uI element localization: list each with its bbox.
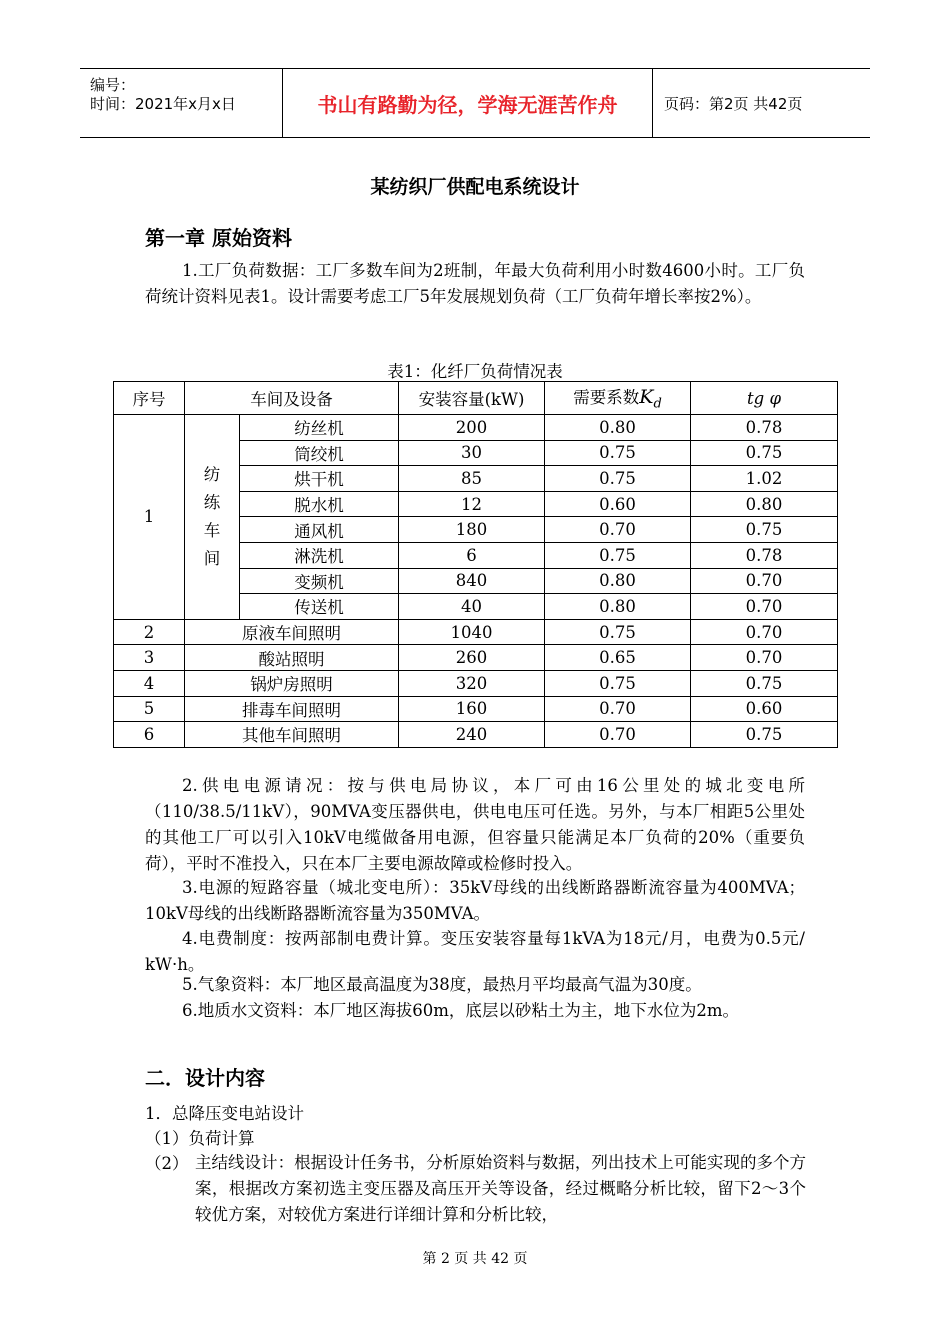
kd-cell: 0.70 (545, 696, 691, 722)
header-tg: tg φ (691, 382, 838, 415)
group-char: 练 (203, 492, 221, 512)
number-label: 编号： (90, 76, 136, 94)
item6-paragraph (145, 998, 805, 1024)
table-row (114, 619, 838, 645)
group-no: 1 (114, 415, 185, 620)
equipment-cell: 通风机 (240, 517, 399, 543)
tg-cell: 0.75 (691, 440, 838, 466)
design-item-1-2-lead: （2） (145, 1154, 189, 1173)
capacity-cell: 85 (399, 466, 545, 492)
item2-text: 2.供电电源请况：按与供电局协议，本厂可由16公里处的城北变电所（110/38.5/11kV），90MVA变压器供电，供电电压可任选。另外，与本厂相距5公里处的其他工厂可以引入10kV电缆做备用电源，但容量只能满足本厂负荷的20%（重要负荷），平时不准投入，只在本厂主要电源故障或检修时投入。 (145, 776, 805, 873)
group-char: 间 (203, 548, 221, 568)
kd-cell: 0.75 (545, 466, 691, 492)
table-header-row (114, 382, 838, 415)
motto: 书山有路勤为径，学海无涯苦作舟 (317, 92, 618, 117)
kd-subscript: d (653, 396, 662, 412)
page-header (80, 68, 870, 138)
item6-text: 6.地质水文资料：本厂地区海拔60m，底层以砂粘土为主，地下水位为2m。 (182, 1001, 740, 1020)
chapter2-heading: 二．设计内容 (145, 1066, 265, 1090)
item2-paragraph (145, 773, 805, 877)
tg-cell: 0.80 (691, 491, 838, 517)
no-cell: 6 (114, 722, 185, 748)
header-workshop: 车间及设备 (185, 382, 399, 415)
equipment-cell: 变频机 (240, 568, 399, 594)
table-row (114, 696, 838, 722)
table-row (114, 722, 838, 748)
item5-paragraph (145, 972, 805, 998)
name-cell: 其他车间照明 (185, 722, 399, 748)
capacity-cell: 180 (399, 517, 545, 543)
capacity-cell: 6 (399, 542, 545, 568)
design-item-1: 1．总降压变电站设计 (145, 1104, 304, 1123)
kd-cell: 0.75 (545, 440, 691, 466)
header-kd-label: 需要系数 (573, 388, 640, 408)
design-item-1-2-text: 主结线设计：根据设计任务书，分析原始资料与数据，列出技术上可能实现的多个方案，根据改方案初选主变压器及高压开关等设备，经过概略分析比较，留下2～3个较优方案，对较优方案进行详细计算和分析比较， (195, 1153, 806, 1224)
tg-cell: 0.70 (691, 619, 838, 645)
item3-paragraph (145, 875, 805, 927)
kd-cell: 0.80 (545, 415, 691, 441)
item4-text: 4.电费制度：按两部制电费计算。变压安装容量每1kVA为18元/月，电费为0.5元/ kW·h。 (145, 929, 805, 974)
capacity-cell: 40 (399, 594, 545, 620)
page-footer: 第 2 页 共 42 页 (422, 1251, 528, 1267)
no-cell: 3 (114, 645, 185, 671)
kd-symbol: K (639, 386, 654, 409)
tg-cell: 0.70 (691, 645, 838, 671)
capacity-cell: 160 (399, 696, 545, 722)
equipment-cell: 传送机 (240, 594, 399, 620)
kd-cell: 0.75 (545, 670, 691, 696)
table-row (114, 415, 838, 441)
no-cell: 4 (114, 670, 185, 696)
capacity-cell: 320 (399, 670, 545, 696)
no-cell: 5 (114, 696, 185, 722)
capacity-cell: 12 (399, 491, 545, 517)
capacity-cell: 30 (399, 440, 545, 466)
item1-paragraph (145, 258, 805, 310)
header-kd (545, 382, 691, 415)
tg-cell: 0.70 (691, 594, 838, 620)
kd-cell: 0.60 (545, 491, 691, 517)
tg-cell: 0.78 (691, 415, 838, 441)
name-cell: 锅炉房照明 (185, 670, 399, 696)
tg-cell: 0.60 (691, 696, 838, 722)
equipment-cell: 筒绞机 (240, 440, 399, 466)
tg-cell: 0.75 (691, 517, 838, 543)
tg-cell: 0.78 (691, 542, 838, 568)
name-cell: 原液车间照明 (185, 619, 399, 645)
chapter1-heading: 第一章 原始资料 (145, 226, 292, 250)
kd-cell: 0.70 (545, 517, 691, 543)
kd-cell: 0.75 (545, 619, 691, 645)
no-cell: 2 (114, 619, 185, 645)
equipment-cell: 脱水机 (240, 491, 399, 517)
group-char: 车 (203, 520, 221, 540)
load-table (113, 381, 838, 748)
kd-cell: 0.80 (545, 594, 691, 620)
table-row (114, 670, 838, 696)
group-name (185, 415, 240, 620)
design-item-1-1: （1）负荷计算 (145, 1129, 255, 1148)
page-info: 页码：第2页 共42页 (664, 94, 803, 113)
header-motto-cell (283, 69, 653, 137)
capacity-cell: 1040 (399, 619, 545, 645)
kd-cell: 0.75 (545, 542, 691, 568)
capacity-cell: 200 (399, 415, 545, 441)
table-row (114, 645, 838, 671)
tg-cell: 0.70 (691, 568, 838, 594)
tg-cell: 0.75 (691, 722, 838, 748)
kd-cell: 0.80 (545, 568, 691, 594)
name-cell: 排毒车间照明 (185, 696, 399, 722)
item4-paragraph (145, 926, 805, 978)
header-no: 序号 (114, 382, 185, 415)
tg-cell: 0.75 (691, 670, 838, 696)
table-caption: 表1：化纤厂负荷情况表 (387, 362, 563, 381)
kd-cell: 0.65 (545, 645, 691, 671)
header-capacity: 安装容量(kW) (399, 382, 545, 415)
capacity-cell: 840 (399, 568, 545, 594)
kd-cell: 0.70 (545, 722, 691, 748)
document-title: 某纺织厂供配电系统设计 (370, 176, 580, 198)
header-left-cell (80, 69, 283, 137)
item3-text: 3.电源的短路容量（城北变电所）：35kV母线的出线断路器断流容量为400MVA；10kV母线的出线断路器断流容量为350MVA。 (145, 878, 805, 923)
time-label: 时间：2021年x月x日 (90, 95, 236, 113)
equipment-cell: 烘干机 (240, 466, 399, 492)
group-char: 纺 (203, 464, 221, 484)
capacity-cell: 240 (399, 722, 545, 748)
equipment-cell: 淋洗机 (240, 542, 399, 568)
equipment-cell: 纺丝机 (240, 415, 399, 441)
name-cell: 酸站照明 (185, 645, 399, 671)
item5-text: 5.气象资料：本厂地区最高温度为38度，最热月平均最高气温为30度。 (182, 975, 702, 994)
item1-text: 1.工厂负荷数据：工厂多数车间为2班制，年最大负荷利用小时数4600小时。工厂负荷统计资料见表1。设计需要考虑工厂5年发展规划负荷（工厂负荷年增长率按2%）。 (145, 261, 805, 306)
tg-cell: 1.02 (691, 466, 838, 492)
capacity-cell: 260 (399, 645, 545, 671)
